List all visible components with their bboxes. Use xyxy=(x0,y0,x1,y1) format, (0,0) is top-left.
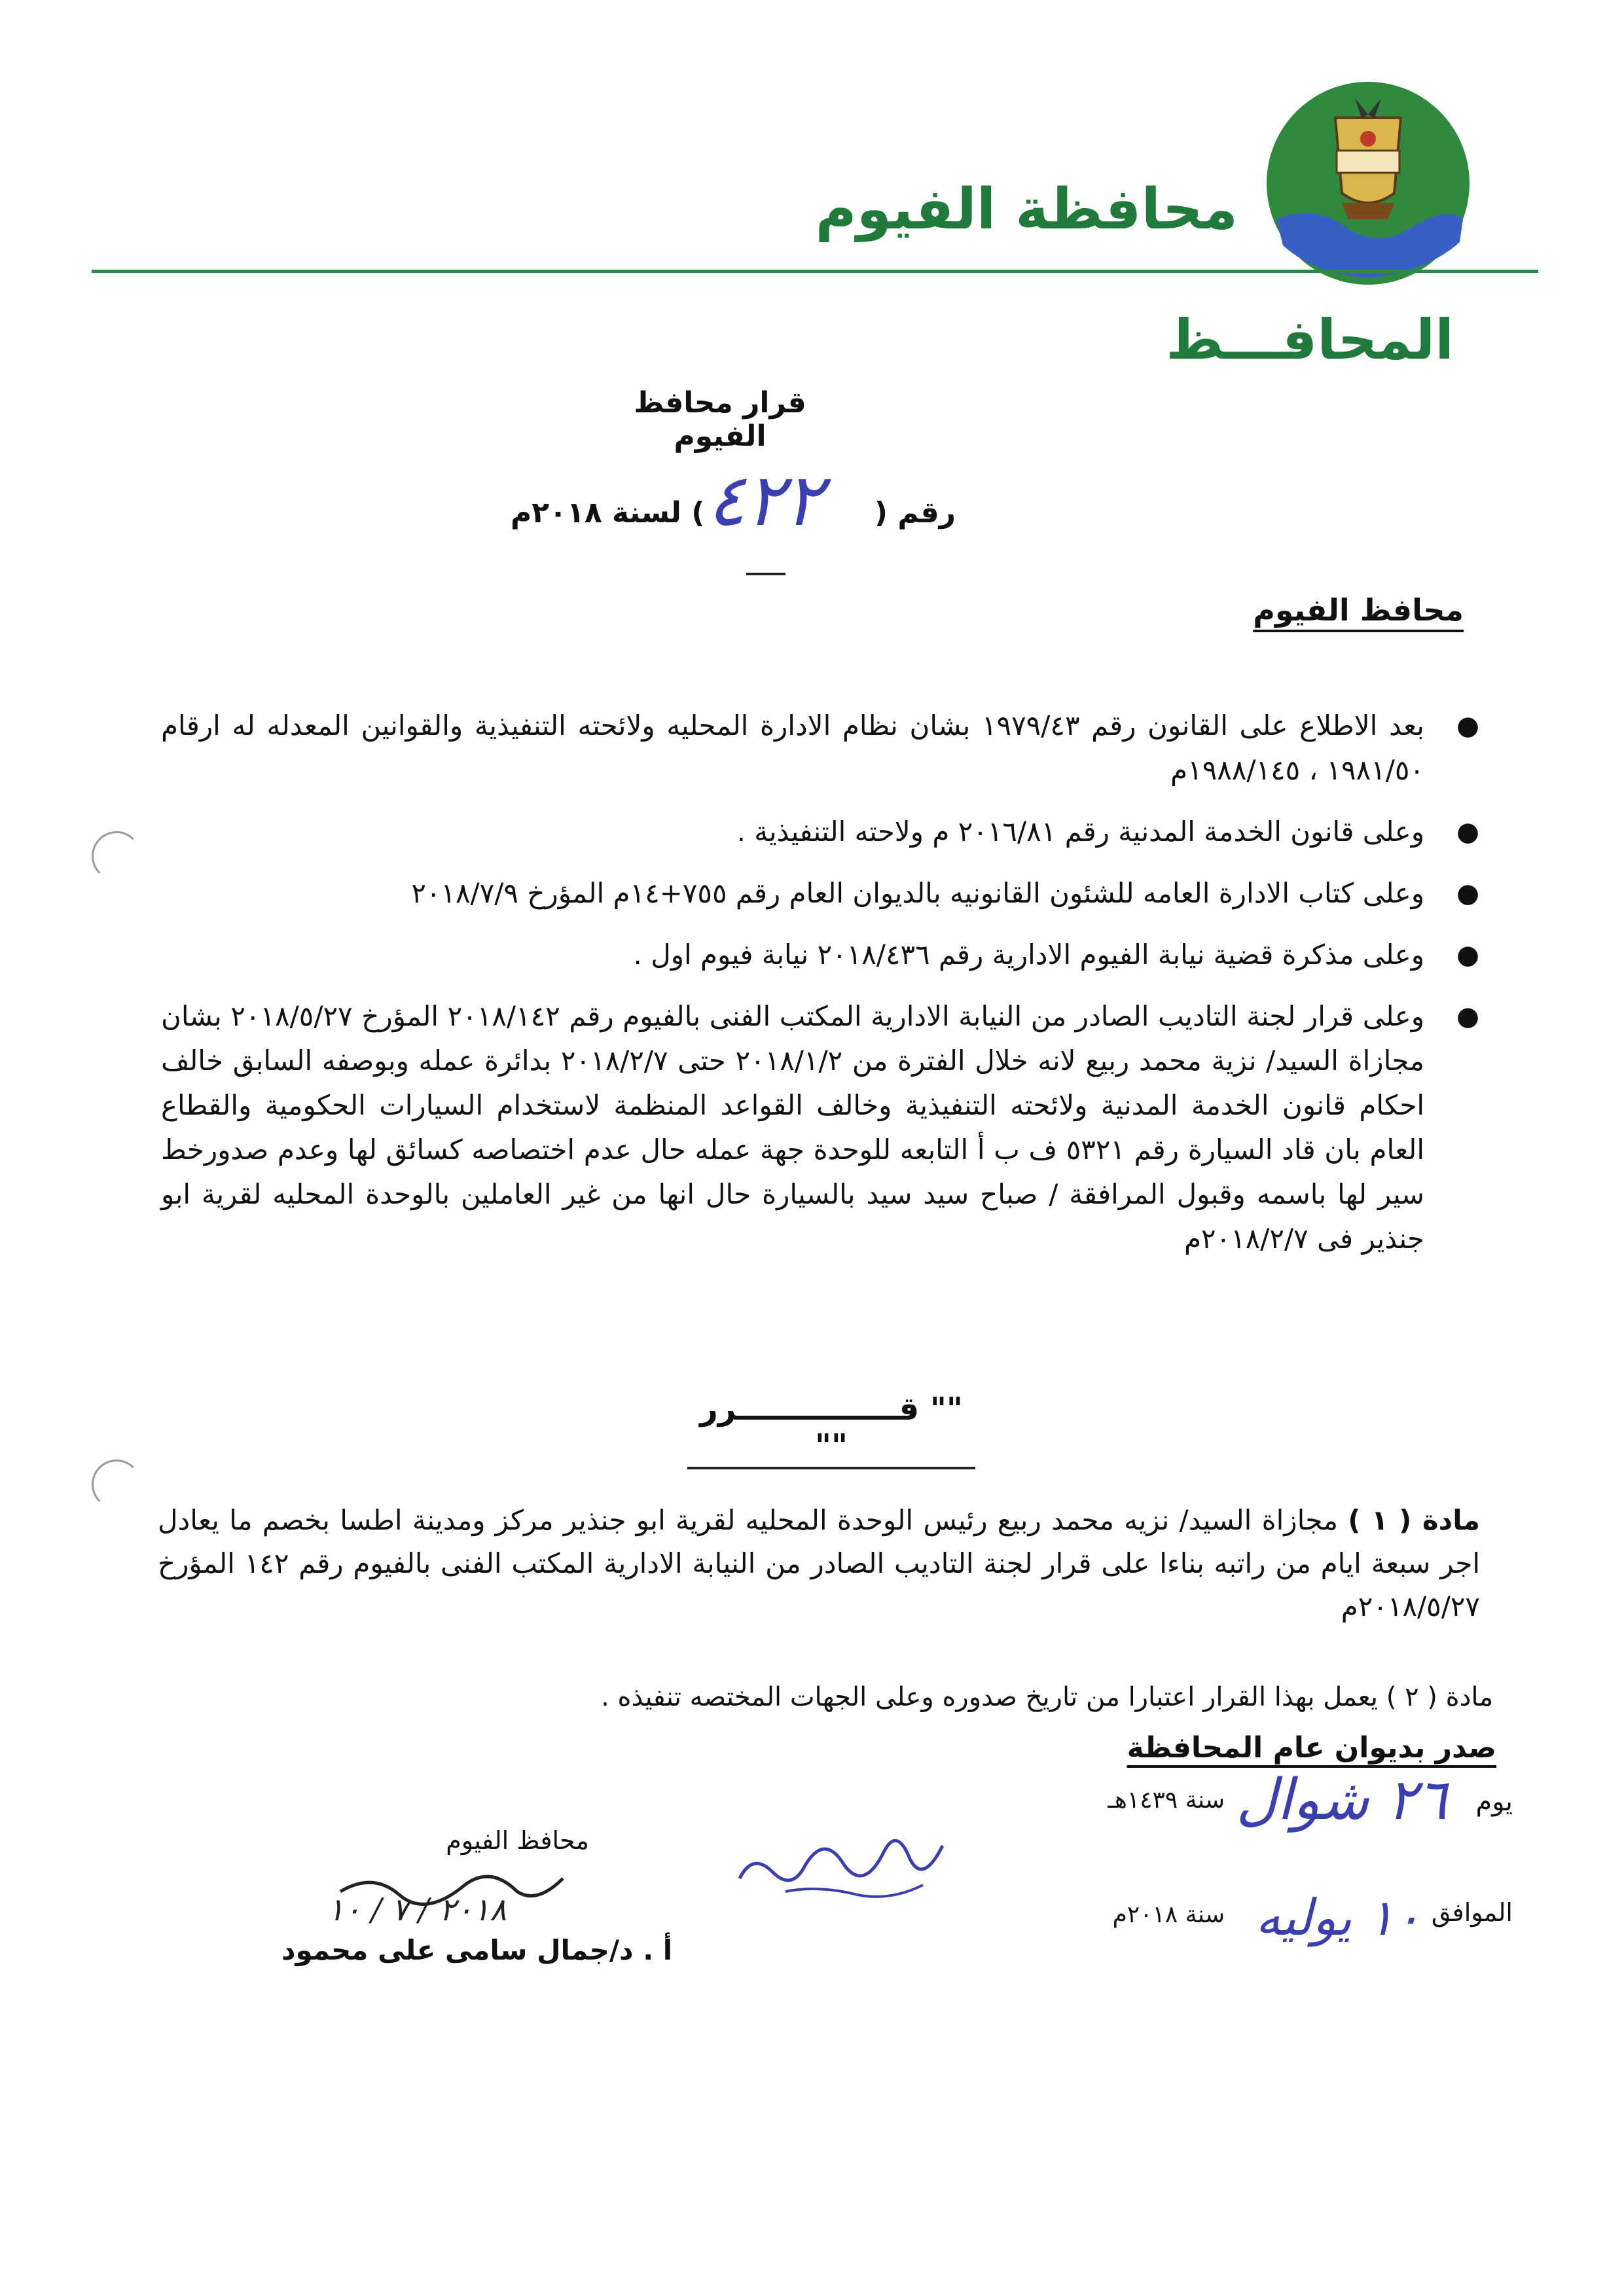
punch-hole-mark xyxy=(92,1460,141,1509)
preamble-text: وعلى قرار لجنة التاديب الصادر من النيابة الادارية المكتب الفنى بالفيوم رقم ٢٠١٨/١٤٢ المؤرخ ٢٠١٨/٥/٢٧ بشان مجازاة السيد/ نزية محمد ربيع لانه خلال الفترة من ٢٠١٨/١/٢ حتى ٢٠١٨/٢/٧ بدائرة عمله وبوصفه السابق خالف احكام قانون الخدمة المدنية ولائحته التنفيذية وخالف القواعد المنظمة لاستخدام السيارات الحكومية والقطاع العام بان قاد السيارة رقم ٥٣٢١ ف ب أ التابعه للوحدة جهة عمله حال عدم اختصاصه كسائق لها وعدم صدورخط سير لها باسمه وقبول المرافقة / صباح سيد سيد بالسيارة حال انها من غير العاملين بالوحدة المحليه لقرية ابو جنذير فى ٢٠١٨/٢/٧م xyxy=(161,1000,1424,1255)
signatory-title: محافظ الفيوم xyxy=(446,1826,589,1855)
decree-year-label: ) لسنة ٢٠١٨م xyxy=(511,496,705,529)
issue-date-block xyxy=(1081,1767,1513,2009)
signatory-name: أ . د/جمال سامى على محمود xyxy=(281,1934,673,1966)
dash-mark xyxy=(746,573,785,575)
article-1-label: مادة ( ١ ) xyxy=(1348,1504,1480,1536)
preamble-item xyxy=(161,994,1483,1261)
article-1 xyxy=(158,1499,1480,1628)
office-title: المحافـــظ xyxy=(1166,308,1454,372)
preamble-item xyxy=(161,933,1483,977)
gregorian-handwritten-date: ١٠ يوليه xyxy=(1255,1888,1421,1946)
organization-title: محافظة الفيوم xyxy=(815,177,1238,242)
number-label: رقم ( xyxy=(874,496,956,529)
day-label: يوم xyxy=(1475,1787,1513,1817)
bullet-icon: ● xyxy=(1456,1001,1479,1031)
decree-number-line xyxy=(511,458,956,550)
header-divider xyxy=(92,270,1538,273)
decree-number-value: ٤٢٢ xyxy=(707,458,823,542)
bullet-icon: ● xyxy=(1456,817,1479,847)
article-2: مادة ( ٢ ) يعمل بهذا القرار اعتبارا من تاريخ صدوره وعلى الجهات المختصه تنفيذه . xyxy=(601,1682,1493,1712)
issued-label: صدر بديوان عام المحافظة xyxy=(1127,1731,1496,1765)
bullet-icon: ● xyxy=(1456,940,1479,970)
preamble-text: وعلى كتاب الادارة العامه للشئون القانونيه بالديوان العام رقم ٧٥٥+١٤م المؤرخ ٢٠١٨/٧/٩ xyxy=(411,877,1424,909)
preamble-list xyxy=(161,704,1483,1278)
decided-label: "" قـــــــــــــــرر "" xyxy=(687,1391,975,1469)
article-1-text: مجازاة السيد/ نزيه محمد ربيع رئيس الوحدة المحليه لقرية ابو جنذير مركز ومدينة اطسا بخصم ما يعادل اجر سبعة ايام من راتبه بناءا على قرار لجنة التاديب الصادر من النيابة الادارية المكتب الفنى بالفيوم رقم ١٤٢ المؤرخ ٢٠١٨/٥/٢٧م xyxy=(158,1504,1480,1623)
preamble-item xyxy=(161,871,1483,916)
staff-initials-signature xyxy=(727,1806,962,1911)
preamble-text: بعد الاطلاع على القانون رقم ١٩٧٩/٤٣ بشان نظام الادارة المحليه ولائحته التنفيذية والقوانين المعدله له ارقام ١٩٨١/٥٠ ، ١٩٨٨/١٤٥م xyxy=(161,709,1425,786)
signature-block xyxy=(281,1813,673,1983)
preamble-text: وعلى قانون الخدمة المدنية رقم ٢٠١٦/٨١ م ولاحته التنفيذية . xyxy=(736,816,1424,848)
bullet-icon: ● xyxy=(1456,711,1479,741)
issuer-heading: محافظ الفيوم xyxy=(1253,592,1464,628)
preamble-text: وعلى مذكرة قضية نيابة الفيوم الادارية رقم ٢٠١٨/٤٣٦ نيابة فيوم اول . xyxy=(633,939,1424,971)
gregorian-year: سنة ٢٠١٨م xyxy=(1112,1901,1225,1928)
signature-date: ٢٠١٨ / ٧ / ١٠ xyxy=(327,1892,507,1928)
hijri-handwritten-date: ٢٦ شوال xyxy=(1236,1767,1447,1833)
preamble-item xyxy=(161,810,1483,854)
governorate-emblem-icon xyxy=(1263,79,1473,288)
hijri-year: سنة ١٤٣٩هـ xyxy=(1108,1787,1225,1814)
gregorian-label: الموافق xyxy=(1431,1898,1513,1927)
decree-heading: قرار محافظ الفيوم xyxy=(634,386,806,453)
punch-hole-mark xyxy=(92,831,141,881)
preamble-item xyxy=(161,704,1483,793)
bullet-icon: ● xyxy=(1456,878,1479,908)
